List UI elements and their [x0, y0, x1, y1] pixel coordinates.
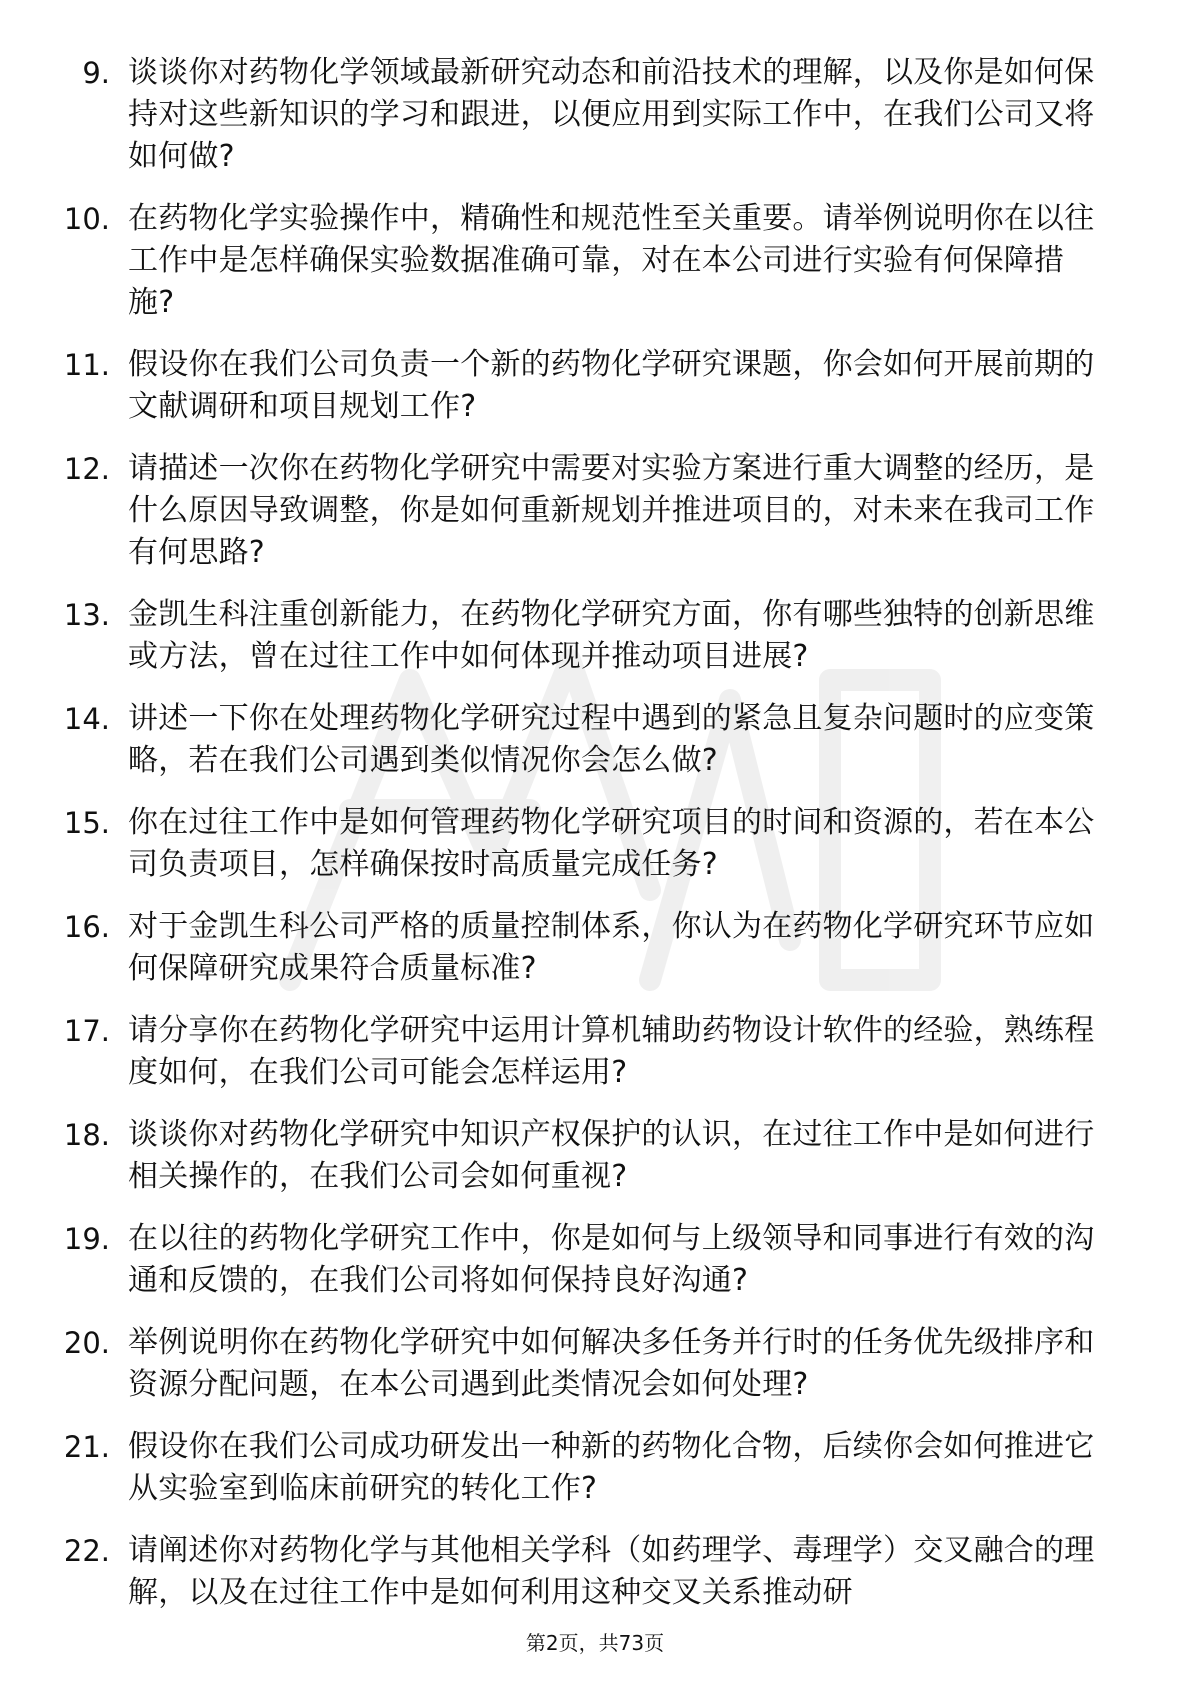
question-number: 22.	[63, 1534, 110, 1568]
question-number: 20.	[63, 1326, 110, 1360]
question-number: 19.	[63, 1222, 110, 1256]
page-footer: 第2页，共73页	[525, 1631, 665, 1655]
question-text: 讲述一下你在处理药物化学研究过程中遇到的紧急且复杂问题时的应变策略，若在我们公司遇到类似情况你会怎么做?	[128, 701, 1095, 778]
question-item	[0, 906, 1190, 990]
question-number: 9.	[82, 56, 110, 90]
question-item	[0, 1010, 1190, 1094]
question-item	[0, 448, 1190, 574]
question-item	[0, 594, 1190, 678]
question-text: 在以往的药物化学研究工作中，你是如何与上级领导和同事进行有效的沟通和反馈的，在我们公司将如何保持良好沟通?	[128, 1221, 1095, 1298]
question-item	[0, 1218, 1190, 1302]
question-item	[0, 698, 1190, 782]
question-text: 举例说明你在药物化学研究中如何解决多任务并行时的任务优先级排序和资源分配问题，在本公司遇到此类情况会如何处理?	[128, 1325, 1095, 1402]
question-item	[0, 1322, 1190, 1406]
question-number: 15.	[63, 806, 110, 840]
question-number: 17.	[63, 1014, 110, 1048]
question-number: 12.	[63, 452, 110, 486]
question-item	[0, 344, 1190, 428]
question-number: 13.	[63, 598, 110, 632]
question-number: 16.	[63, 910, 110, 944]
question-text: 请描述一次你在药物化学研究中需要对实验方案进行重大调整的经历，是什么原因导致调整，你是如何重新规划并推进项目的，对未来在我司工作有何思路?	[128, 451, 1095, 570]
question-number: 11.	[63, 348, 110, 382]
question-item	[0, 1426, 1190, 1510]
question-number: 10.	[63, 202, 110, 236]
question-number: 21.	[63, 1430, 110, 1464]
question-text: 请阐述你对药物化学与其他相关学科（如药理学、毒理学）交叉融合的理解，以及在过往工作中是如何利用这种交叉关系推动研	[128, 1533, 1095, 1610]
question-text: 请分享你在药物化学研究中运用计算机辅助药物设计软件的经验，熟练程度如何，在我们公司可能会怎样运用?	[128, 1013, 1095, 1090]
question-text: 在药物化学实验操作中，精确性和规范性至关重要。请举例说明你在以往工作中是怎样确保实验数据准确可靠，对在本公司进行实验有何保障措施?	[128, 201, 1095, 320]
question-item	[0, 52, 1190, 178]
question-item	[0, 802, 1190, 886]
question-text: 对于金凯生科公司严格的质量控制体系，你认为在药物化学研究环节应如何保障研究成果符合质量标准?	[128, 909, 1095, 986]
question-list	[0, 52, 1190, 1634]
question-text: 谈谈你对药物化学研究中知识产权保护的认识，在过往工作中是如何进行相关操作的，在我们公司会如何重视?	[128, 1117, 1095, 1194]
question-text: 假设你在我们公司负责一个新的药物化学研究课题，你会如何开展前期的文献调研和项目规划工作?	[128, 347, 1095, 424]
question-text: 假设你在我们公司成功研发出一种新的药物化合物，后续你会如何推进它从实验室到临床前研究的转化工作?	[128, 1429, 1095, 1506]
question-number: 14.	[63, 702, 110, 736]
question-item	[0, 198, 1190, 324]
question-text: 金凯生科注重创新能力，在药物化学研究方面，你有哪些独特的创新思维或方法，曾在过往工作中如何体现并推动项目进展?	[128, 597, 1095, 674]
question-text: 你在过往工作中是如何管理药物化学研究项目的时间和资源的，若在本公司负责项目，怎样确保按时高质量完成任务?	[128, 805, 1095, 882]
question-item	[0, 1114, 1190, 1198]
question-text: 谈谈你对药物化学领域最新研究动态和前沿技术的理解，以及你是如何保持对这些新知识的学习和跟进，以便应用到实际工作中，在我们公司又将如何做?	[128, 55, 1095, 174]
question-item	[0, 1530, 1190, 1614]
question-number: 18.	[63, 1118, 110, 1152]
